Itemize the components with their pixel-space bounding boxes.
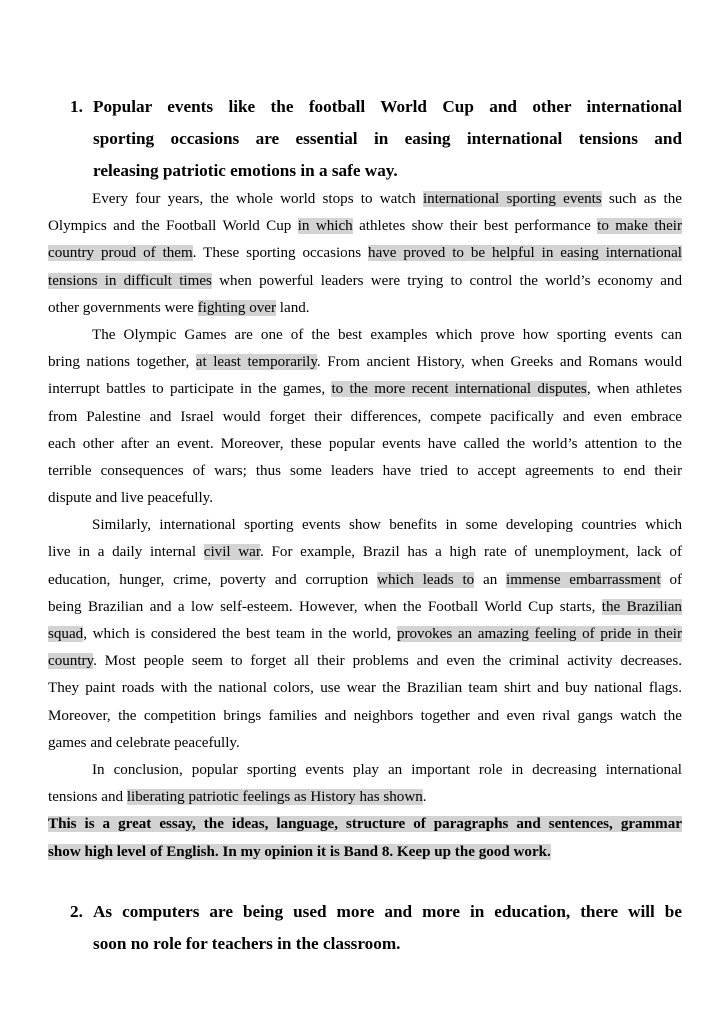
- essay-line: [48, 512, 682, 539]
- text-segment: education, hunger, crime, poverty and corruption: [48, 571, 378, 588]
- essay-line: [48, 322, 682, 349]
- question-line: releasing patriotic emotions in a safe way.: [93, 161, 398, 180]
- essay-line: [48, 485, 682, 512]
- text-segment: Similarly, international sporting events show benefits in some developing countries which: [92, 517, 682, 534]
- text-segment: Every four years, the whole world stops to watch: [92, 191, 423, 207]
- highlighted-phrase: which leads to: [377, 571, 475, 588]
- text-segment: an: [474, 571, 507, 588]
- essay-line: [48, 703, 682, 730]
- highlighted-phrase: This is a great essay, the ideas, language, structure of paragraphs and sentences, grammar: [48, 816, 682, 833]
- text-segment: , when athletes: [586, 381, 682, 398]
- question-1-number: 1.: [70, 97, 83, 116]
- text-segment: land.: [276, 299, 310, 316]
- essay-line: [48, 784, 682, 811]
- text-segment: .: [422, 789, 427, 806]
- essay-line: [48, 648, 682, 675]
- essay-line: [48, 594, 682, 621]
- highlighted-phrase: to make their: [597, 218, 682, 235]
- text-segment: other governments were: [48, 299, 198, 316]
- essay-line: [48, 240, 682, 267]
- text-segment: live in a daily internal: [48, 544, 204, 561]
- question-2-text: [93, 896, 682, 960]
- question-1-text: [93, 91, 682, 187]
- text-segment: terrible consequences of wars; thus some leaders have tried to accept agreements to end their: [48, 462, 682, 479]
- highlighted-phrase: have proved to be helpful in easing international: [368, 245, 682, 262]
- text-segment: . For example, Brazil has a high rate of unemployment, lack of: [260, 544, 682, 561]
- text-segment: athletes show their best performance: [352, 218, 598, 235]
- question-line: soon no role for teachers in the classroom.: [93, 934, 401, 953]
- essay-line: [48, 213, 682, 240]
- text-segment: dispute and live peacefully.: [48, 490, 213, 507]
- highlighted-phrase: to the more recent international disputes: [331, 381, 587, 398]
- text-segment: , which is considered the best team in the world,: [83, 626, 397, 642]
- highlighted-phrase: international sporting events: [422, 191, 602, 207]
- text-segment: games and celebrate peacefully.: [48, 734, 240, 751]
- text-segment: when powerful leaders were trying to control the world’s economy and: [211, 272, 682, 289]
- essay-line: [48, 458, 682, 485]
- highlighted-phrase: immense embarrassment: [506, 571, 661, 588]
- highlighted-phrase: squad: [48, 626, 84, 642]
- text-segment: of: [660, 571, 683, 588]
- text-segment: They paint roads with the national colors, use wear the Brazilian team shirt and buy national flags.: [48, 680, 682, 697]
- question-2-number: 2.: [70, 902, 83, 921]
- essay-line: [48, 675, 682, 702]
- essay-line: [48, 376, 682, 403]
- question-line: As computers are being used more and more in education, there will be: [93, 902, 682, 921]
- essay-line: [48, 295, 682, 322]
- question-2: [70, 896, 682, 960]
- highlighted-phrase: in which: [297, 218, 353, 235]
- essay-line: [48, 404, 682, 431]
- essay-line: [48, 186, 682, 213]
- essay-body: [48, 186, 682, 866]
- essay-line: [48, 431, 682, 458]
- highlighted-phrase: tensions in difficult times: [48, 272, 212, 289]
- text-segment: . Most people seem to forget all their problems and even the criminal activity decreases.: [93, 653, 682, 670]
- highlighted-phrase: country proud of them: [48, 245, 193, 262]
- question-line: sporting occasions are essential in easing international tensions and: [93, 129, 682, 148]
- teacher-comment-line: [48, 811, 682, 838]
- text-segment: from Palestine and Israel would forget their differences, compete pacifically and even embrace: [48, 408, 682, 425]
- question-1: [70, 91, 682, 187]
- text-segment: . From ancient History, when Greeks and Romans would: [316, 354, 682, 371]
- highlighted-phrase: civil war: [203, 544, 261, 561]
- highlighted-phrase: at least temporarily: [195, 354, 317, 371]
- text-segment: interrupt battles to participate in the games,: [48, 381, 332, 398]
- highlighted-phrase: liberating patriotic feelings as History has shown: [126, 789, 423, 806]
- highlighted-phrase: show high level of English. In my opinion it is Band 8. Keep up the good work.: [48, 843, 551, 860]
- text-segment: tensions and: [48, 789, 127, 806]
- essay-line: [48, 757, 682, 784]
- essay-line: [48, 349, 682, 376]
- highlighted-phrase: the Brazilian: [601, 598, 682, 615]
- highlighted-phrase: country: [48, 653, 94, 670]
- highlighted-phrase: fighting over: [197, 299, 277, 316]
- essay-line: [48, 730, 682, 757]
- essay-line: [48, 539, 682, 566]
- text-segment: bring nations together,: [48, 354, 196, 371]
- text-segment: each other after an event. Moreover, these popular events have called the world’s attention to the: [48, 435, 682, 452]
- highlighted-phrase: provokes an amazing feeling of pride in their: [396, 626, 682, 642]
- text-segment: such as the: [601, 191, 682, 207]
- text-segment: The Olympic Games are one of the best examples which prove how sporting events can: [92, 326, 682, 343]
- text-segment: . These sporting occasions: [192, 245, 369, 262]
- question-line: Popular events like the football World Cup and other international: [93, 97, 682, 116]
- text-segment: Moreover, the competition brings families and neighbors together and even rival gangs watch the: [48, 707, 682, 724]
- text-segment: In conclusion, popular sporting events play an important role in decreasing international: [92, 761, 682, 778]
- essay-line: [48, 621, 682, 648]
- essay-line: [48, 567, 682, 594]
- text-segment: being Brazilian and a low self-esteem. However, when the Football World Cup starts,: [48, 598, 602, 615]
- teacher-comment-line: [48, 839, 682, 866]
- essay-line: [48, 268, 682, 295]
- text-segment: Olympics and the Football World Cup: [48, 218, 298, 235]
